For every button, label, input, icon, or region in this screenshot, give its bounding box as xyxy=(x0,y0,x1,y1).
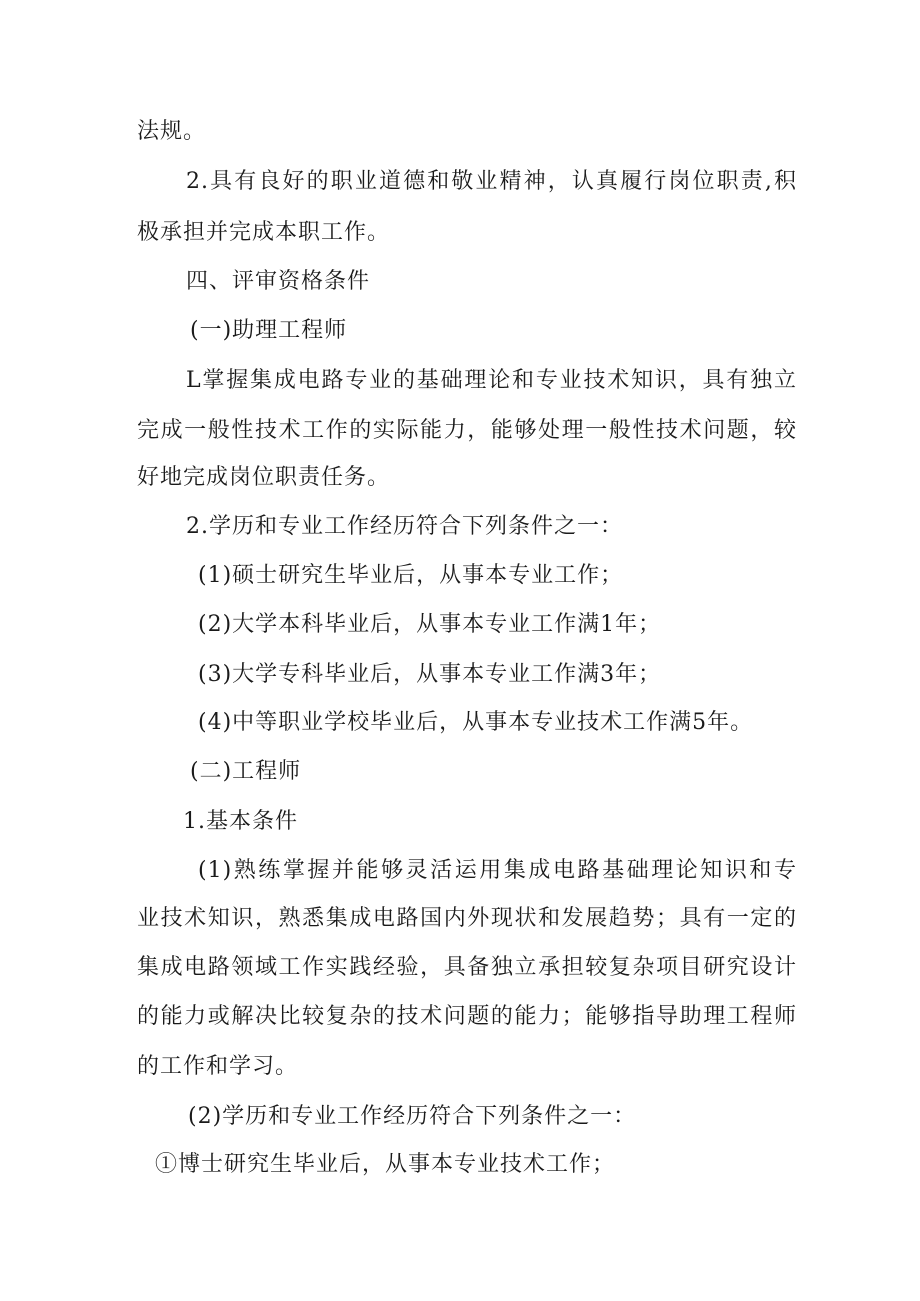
list-item: (2)大学本科毕业后，从事本专业工作满1年； xyxy=(198,612,662,637)
section-heading: 四、评审资格条件 xyxy=(186,269,371,294)
text-line: (1)熟练掌握并能够灵活运用集成电路基础理论知识和专 xyxy=(198,858,797,883)
text-line: 集成电路领域工作实践经验，具备独立承担较复杂项目研究设计 xyxy=(137,955,797,980)
subsection-heading: (一)助理工程师 xyxy=(190,318,348,343)
text-line: 的工作和学习。 xyxy=(137,1054,299,1079)
text-line: 法规。 xyxy=(137,119,207,144)
text-line: 的能力或解决比较复杂的技术问题的能力；能够指导助理工程师 xyxy=(137,1004,797,1029)
subsection-heading: (二)工程师 xyxy=(190,759,302,784)
text-line: 好地完成岗位职责任务。 xyxy=(137,465,391,490)
text-line: 极承担并完成本职工作。 xyxy=(137,220,391,245)
text-line: 2.学历和专业工作经历符合下列条件之一： xyxy=(186,514,623,539)
text-line: 业技术知识，熟悉集成电路国内外现状和发展趋势；具有一定的 xyxy=(137,906,797,931)
list-item: (4)中等职业学校毕业后，从事本专业技术工作满5年。 xyxy=(198,710,754,735)
text-line: 完成一般性技术工作的实际能力，能够处理一般性技术问题，较 xyxy=(137,418,797,443)
text-line: L掌握集成电路专业的基础理论和专业技术知识，具有独立 xyxy=(186,368,797,393)
list-item: (3)大学专科毕业后，从事本专业工作满3年； xyxy=(198,662,662,687)
text-line: 1.基本条件 xyxy=(183,809,298,834)
list-item: (1)硕士研究生毕业后，从事本专业工作； xyxy=(198,563,624,588)
text-line: (2)学历和专业工作经历符合下列条件之一： xyxy=(188,1104,637,1129)
text-line: 2.具有良好的职业道德和敬业精神，认真履行岗位职责,积 xyxy=(186,169,797,194)
list-item: ①博士研究生毕业后，从事本专业技术工作； xyxy=(155,1152,616,1177)
